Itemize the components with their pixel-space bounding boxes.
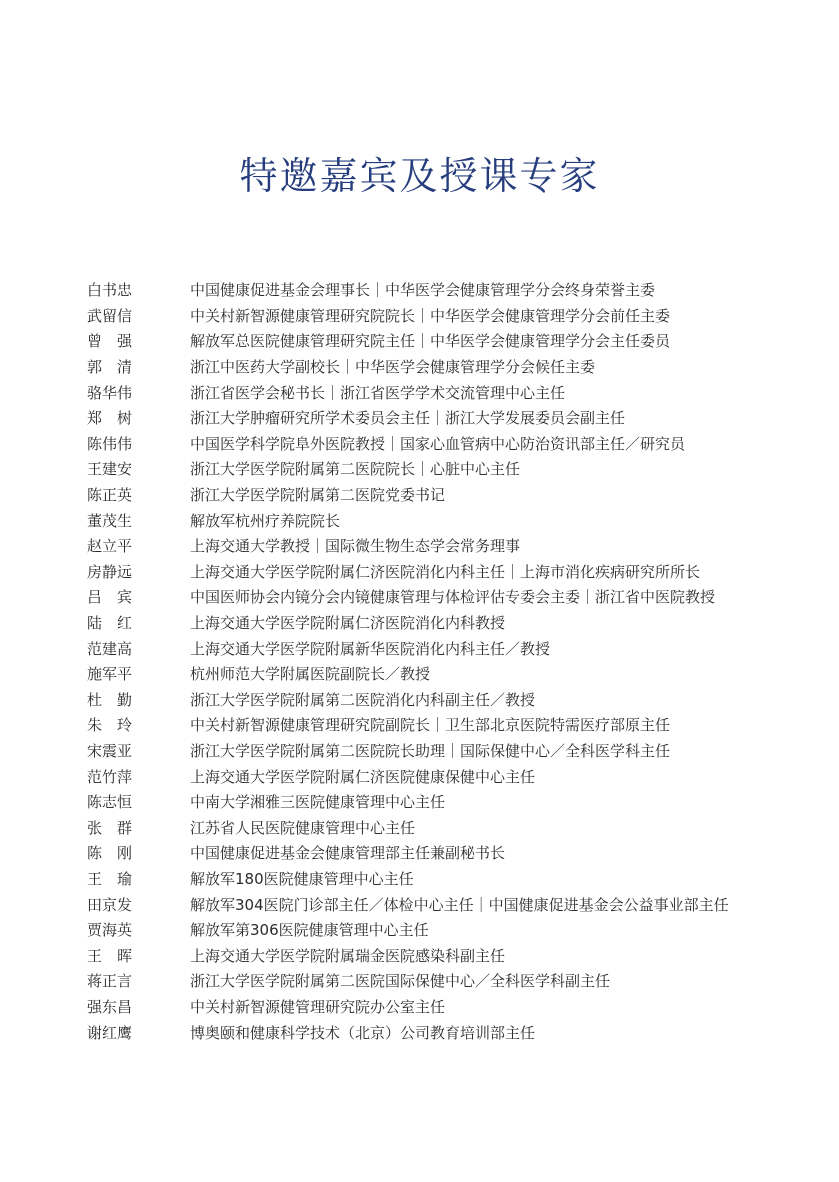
- list-item: [87, 789, 817, 815]
- expert-title: 浙江大学医学院附属第二医院院长｜心脏中心主任: [190, 460, 521, 479]
- expert-title: 杭州师范大学附属医院副院长／教授: [190, 665, 431, 684]
- expert-name: 杜 勤: [87, 690, 133, 709]
- expert-title: 中国医师协会内镜分会内镜健康管理与体检评估专委会主委｜浙江省中医院教授: [190, 588, 716, 607]
- list-item: [87, 661, 817, 687]
- expert-name: 范竹萍: [87, 767, 133, 786]
- list-item: [87, 533, 817, 559]
- expert-name: 赵立平: [87, 537, 133, 556]
- expert-name: 谢红鹰: [87, 1023, 133, 1042]
- expert-name: 曾 强: [87, 332, 133, 351]
- expert-title: 中关村新智源健康管理研究院副院长｜卫生部北京医院特需医疗部原主任: [190, 716, 671, 735]
- expert-list: [87, 277, 817, 1045]
- expert-name: 王建安: [87, 460, 133, 479]
- expert-title: 解放军总医院健康管理研究院主任｜中华医学会健康管理学分会主任委员: [190, 332, 671, 351]
- expert-title: 中国医学科学院阜外医院教授｜国家心血管病中心防治资讯部主任／研究员: [190, 434, 686, 453]
- expert-name: 房静远: [87, 562, 133, 581]
- expert-title: 浙江大学医学院附属第二医院国际保健中心／全科医学科副主任: [190, 972, 611, 991]
- expert-name: 朱 玲: [87, 716, 133, 735]
- expert-name: 王 瑜: [87, 869, 133, 888]
- list-item: [87, 482, 817, 508]
- expert-title: 中南大学湘雅三医院健康管理中心主任: [190, 793, 446, 812]
- expert-name: 强东昌: [87, 997, 133, 1016]
- list-item: [87, 354, 817, 380]
- expert-name: 骆华伟: [87, 383, 133, 402]
- expert-title: 中国健康促进基金会理事长｜中华医学会健康管理学分会终身荣誉主委: [190, 281, 656, 300]
- expert-name: 张 群: [87, 818, 133, 837]
- expert-title: 浙江省医学会秘书长｜浙江省医学学术交流管理中心主任: [190, 383, 566, 402]
- expert-name: 陈伟伟: [87, 434, 133, 453]
- expert-name: 陈正英: [87, 486, 133, 505]
- list-item: [87, 610, 817, 636]
- expert-title: 浙江大学医学院附属第二医院消化内科副主任／教授: [190, 690, 536, 709]
- expert-name: 陈志恒: [87, 793, 133, 812]
- expert-name: 武留信: [87, 306, 133, 325]
- expert-name: 吕 宾: [87, 588, 133, 607]
- list-item: [87, 968, 817, 994]
- expert-name: 白书忠: [87, 281, 133, 300]
- list-item: [87, 559, 817, 585]
- list-item: [87, 891, 817, 917]
- expert-title: 中关村新智源健管理研究院办公室主任: [190, 997, 446, 1016]
- list-item: [87, 635, 817, 661]
- expert-name: 郑 树: [87, 409, 133, 428]
- list-item: [87, 917, 817, 943]
- expert-name: 董茂生: [87, 511, 133, 530]
- list-item: [87, 712, 817, 738]
- expert-title: 中关村新智源健康管理研究院院长｜中华医学会健康管理学分会前任主委: [190, 306, 671, 325]
- expert-title: 上海交通大学医学院附属仁济医院消化内科主任｜上海市消化疾病研究所所长: [190, 562, 701, 581]
- expert-title: 浙江大学医学院附属第二医院党委书记: [190, 486, 446, 505]
- list-item: [87, 994, 817, 1020]
- list-item: [87, 687, 817, 713]
- expert-title: 上海交通大学医学院附属瑞金医院感染科副主任: [190, 946, 506, 965]
- list-item: [87, 507, 817, 533]
- expert-name: 范建高: [87, 639, 133, 658]
- expert-title: 上海交通大学教授｜国际微生物生态学会常务理事: [190, 537, 521, 556]
- expert-name: 蒋正言: [87, 972, 133, 991]
- expert-title: 浙江中医药大学副校长｜中华医学会健康管理学分会候任主委: [190, 358, 596, 377]
- expert-name: 施军平: [87, 665, 133, 684]
- list-item: [87, 277, 817, 303]
- expert-title: 上海交通大学医学院附属仁济医院健康保健中心主任: [190, 767, 536, 786]
- list-item: [87, 303, 817, 329]
- expert-title: 上海交通大学医学院附属仁济医院消化内科教授: [190, 614, 506, 633]
- list-item: [87, 456, 817, 482]
- list-item: [87, 763, 817, 789]
- expert-title: 解放军304医院门诊部主任／体检中心主任｜中国健康促进基金会公益事业部主任: [190, 895, 729, 914]
- list-item: [87, 328, 817, 354]
- expert-name: 贾海英: [87, 921, 133, 940]
- page-title: 特邀嘉宾及授课专家: [239, 154, 600, 198]
- expert-name: 郭 清: [87, 358, 133, 377]
- list-item: [87, 738, 817, 764]
- list-item: [87, 379, 817, 405]
- expert-name: 田京发: [87, 895, 133, 914]
- expert-title: 解放军180医院健康管理中心主任: [190, 869, 414, 888]
- expert-name: 陆 红: [87, 614, 133, 633]
- list-item: [87, 814, 817, 840]
- expert-title: 江苏省人民医院健康管理中心主任: [190, 818, 416, 837]
- expert-title: 上海交通大学医学院附属新华医院消化内科主任／教授: [190, 639, 551, 658]
- list-item: [87, 405, 817, 431]
- expert-title: 中国健康促进基金会健康管理部主任兼副秘书长: [190, 844, 506, 863]
- list-item: [87, 840, 817, 866]
- expert-title: 浙江大学肿瘤研究所学术委员会主任｜浙江大学发展委员会副主任: [190, 409, 626, 428]
- expert-name: 陈 刚: [87, 844, 133, 863]
- list-item: [87, 1019, 817, 1045]
- list-item: [87, 584, 817, 610]
- expert-title: 解放军第306医院健康管理中心主任: [190, 921, 429, 940]
- expert-title: 博奥颐和健康科学技术（北京）公司教育培训部主任: [190, 1023, 536, 1042]
- expert-title: 浙江大学医学院附属第二医院院长助理｜国际保健中心／全科医学科主任: [190, 741, 671, 760]
- list-item: [87, 431, 817, 457]
- expert-name: 宋震亚: [87, 741, 133, 760]
- expert-title: 解放军杭州疗养院院长: [190, 511, 341, 530]
- list-item: [87, 866, 817, 892]
- list-item: [87, 942, 817, 968]
- expert-name: 王 晖: [87, 946, 133, 965]
